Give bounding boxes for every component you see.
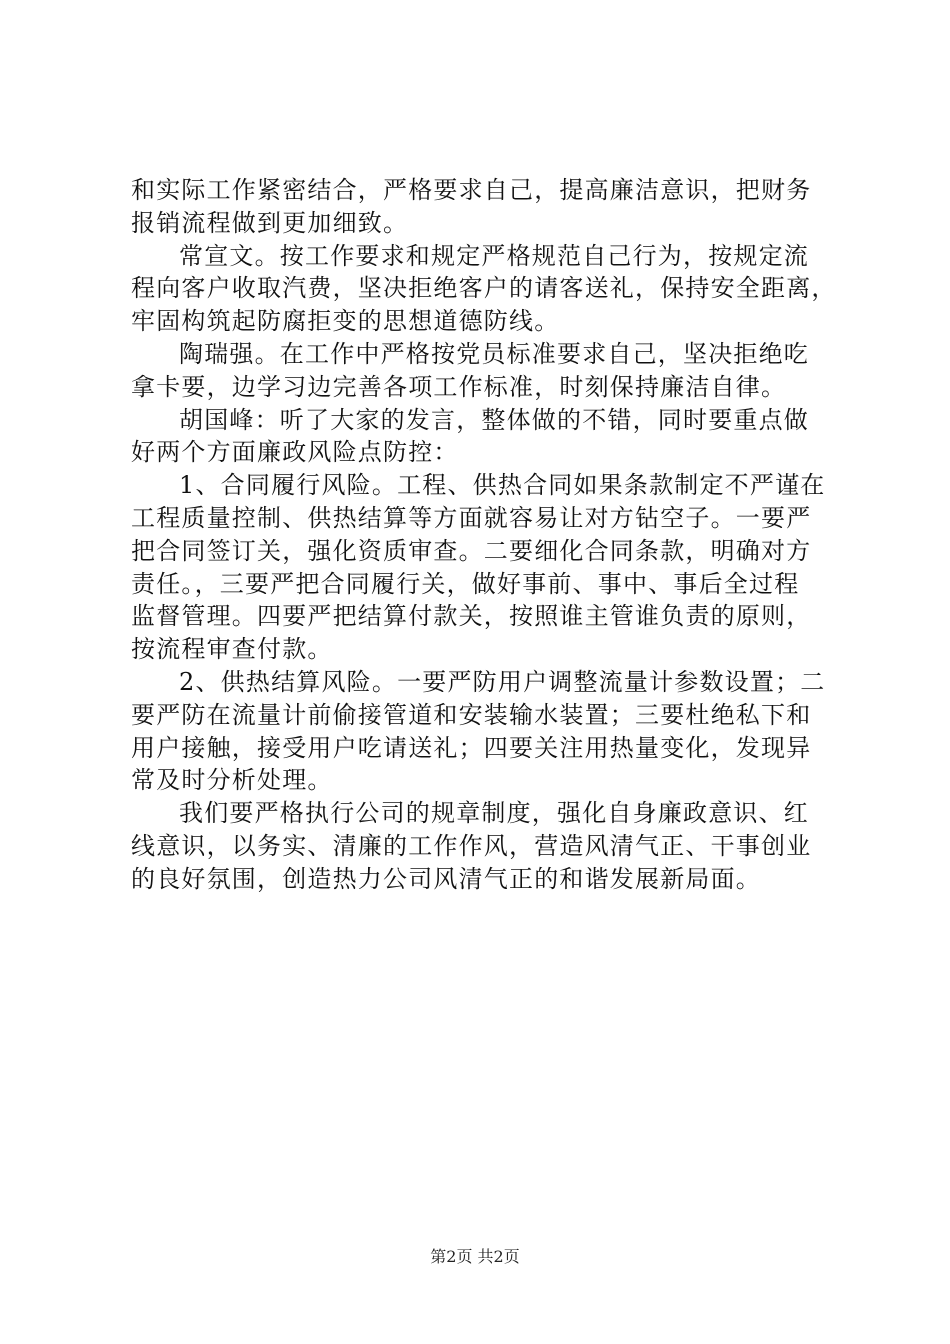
text-line: 陶瑞强。在工作中严格按党员标准要求自己，坚决拒绝吃: [179, 340, 809, 368]
text-line: 用户接触，接受用户吃请送礼；四要关注用热量变化，发现异: [131, 733, 812, 762]
text-line: 程向客户收取汽费，坚决拒绝客户的请客送礼，保持安全距离，: [131, 274, 837, 303]
text-line: 好两个方面廉政风险点防控：: [131, 438, 459, 467]
text-line: 常宣文。按工作要求和规定严格规范自己行为，按规定流: [179, 241, 809, 270]
text-line: 胡国峰：听了大家的发言，整体做的不错，同时要重点做: [179, 405, 809, 434]
text-line: 监督管理。四要严把结算付款关，按照谁主管谁负责的原则，: [131, 602, 812, 631]
text-line: 牢固构筑起防腐拒变的思想道德防线。: [131, 307, 560, 336]
text-line: 报销流程做到更加细致。: [131, 208, 409, 237]
text-line: 和实际工作紧密结合，严格要求自己，提高廉洁意识，把财务: [131, 176, 812, 204]
text-line: 责任。，三要严把合同履行关，做好事前、事中、事后全过程: [131, 569, 800, 598]
text-line: 常及时分析处理。: [131, 766, 333, 795]
text-line: 拿卡要，边学习边完善各项工作标准，时刻保持廉洁自律。: [131, 372, 787, 401]
text-line: 1、合同履行风险。工程、供热合同如果条款制定不严谨在: [179, 471, 826, 500]
text-line: 2、供热结算风险。一要严防用户调整流量计参数设置；二: [179, 668, 826, 696]
text-line: 线意识，以务实、清廉的工作作风，营造风清气正、干事创业: [131, 832, 812, 860]
text-line: 按流程审查付款。: [131, 635, 333, 664]
text-line: 工程质量控制、供热结算等方面就容易让对方钻空子。一要严: [131, 504, 812, 532]
text-line: 要严防在流量计前偷接管道和安装输水装置；三要杜绝私下和: [131, 700, 812, 729]
text-line: 把合同签订关，强化资质审查。二要细化合同条款，明确对方: [131, 536, 812, 565]
text-line: 我们要严格执行公司的规章制度，强化自身廉政意识、红: [179, 799, 809, 828]
text-line: 的良好氛围，创造热力公司风清气正的和谐发展新局面。: [131, 864, 761, 893]
page-number-footer: 第2页 共2页: [430, 1247, 520, 1266]
